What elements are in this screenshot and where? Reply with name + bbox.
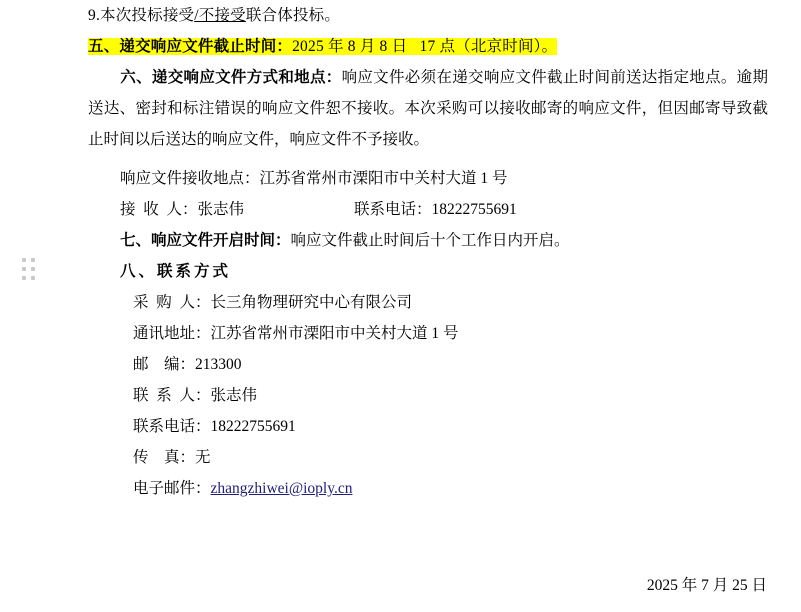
section-5-line (88, 31, 768, 62)
section-6-text: 响应文件必须在递交响应文件截止时间前送达指定地点。逾期送达、密封和标注错误的响应文件恕不接收。本次采购可以接收邮寄的响应文件，但因邮寄导致截止时间以后送达的响应文件，响应文件不予接收。 (88, 69, 768, 148)
section-5-value: 2025 年 8 月 8 日 17 点（北京时间）。 (292, 38, 558, 55)
drag-handle-icon[interactable] (22, 258, 36, 280)
drag-dot (31, 258, 35, 262)
receiver-phone: 联系电话：18222755691 (354, 201, 517, 218)
receive-place-line: 响应文件接收地点：江苏省常州市溧阳市中关村大道 1 号 (120, 170, 508, 187)
drag-dot (22, 258, 26, 262)
contact-email-line (88, 473, 768, 504)
section-6-label: 六、递交响应文件方式和地点： (120, 69, 342, 86)
drag-dot (22, 276, 26, 280)
clause-9-prefix: 9.本次投标接受 (88, 7, 195, 24)
contact-phone: 联系电话：18222755691 (133, 418, 296, 435)
contact-postcode: 邮 编：213300 (133, 356, 242, 373)
contact-email-value[interactable]: zhangzhiwei@ioply.cn (210, 480, 353, 497)
document-content (88, 0, 768, 504)
section-6-paragraph (88, 62, 768, 155)
drag-dot (22, 267, 26, 271)
section-7-line (88, 225, 768, 256)
section-7-text: 响应文件截止时间后十个工作日内开启。 (290, 232, 570, 249)
contact-email-label: 电子邮件： (133, 480, 211, 497)
receiver-label: 接 收 人：张志伟 (120, 201, 245, 218)
contact-purchaser: 采 购 人：长三角物理研究中心有限公司 (133, 294, 413, 311)
contact-fax: 传 真：无 (133, 449, 211, 466)
section-5-label: 五、递交响应文件截止时间： (88, 38, 293, 55)
clause-9-underlined: /不接受 (194, 7, 246, 24)
clause-9-suffix: 联合体投标。 (245, 7, 341, 24)
receiver-row (88, 194, 768, 225)
contact-person: 联 系 人：张志伟 (133, 387, 258, 404)
drag-dot (31, 267, 35, 271)
clause-item-9 (88, 0, 768, 31)
section-8-heading: 八、联系方式 (120, 263, 232, 280)
drag-dot (31, 276, 35, 280)
contact-address: 通讯地址：江苏省常州市溧阳市中关村大道 1 号 (133, 325, 459, 342)
footer-date: 2025 年 7 月 25 日 (646, 577, 767, 594)
section-7-label: 七、响应文件开启时间： (120, 232, 291, 249)
